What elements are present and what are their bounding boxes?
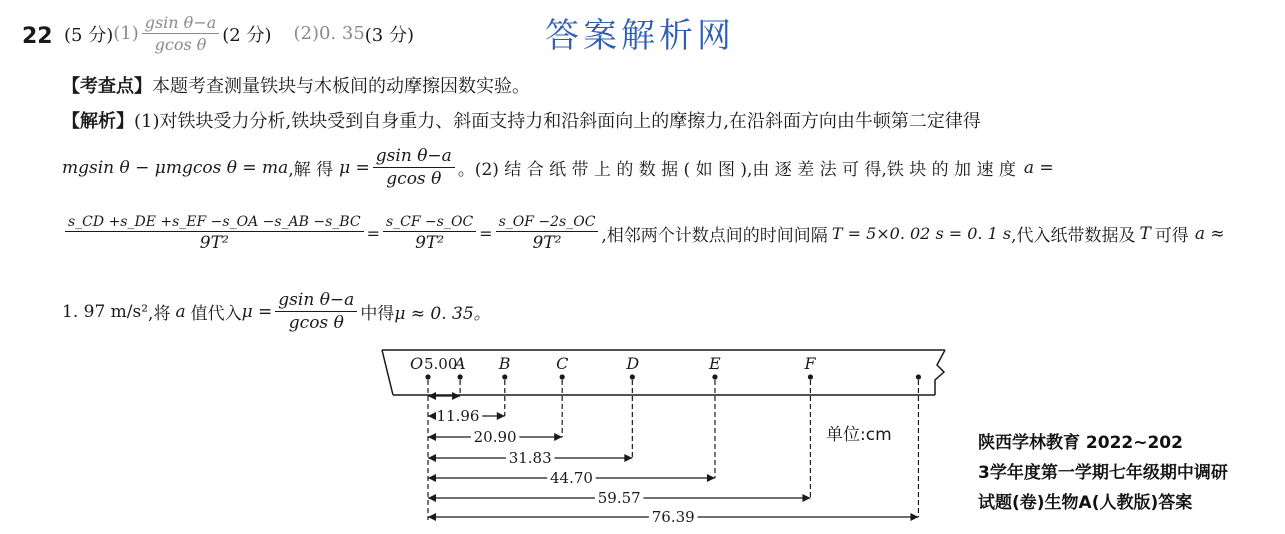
jiexi-text3: ,相邻两个计数点间的时间间隔	[601, 226, 828, 246]
point-label: E	[708, 354, 721, 373]
acceleration-value: 1. 97 m/s²	[62, 301, 149, 322]
mu-result: μ ≈ 0. 35。	[394, 304, 491, 324]
jiexi-text4-end: 中得	[360, 304, 395, 324]
footer-line2: 3学年度第一学期七年级期中调研	[978, 463, 1228, 483]
part2-answer: (2)0. 35	[293, 23, 365, 44]
mu-equals-2: μ =	[241, 301, 273, 322]
tape-dot	[630, 374, 635, 379]
distance-label: 11.96	[436, 407, 480, 425]
jiexi-text1: (1)对铁块受力分析,铁块受到自身重力、斜面支持力和沿斜面向上的摩擦力,在沿斜面方向由牛顿第二定律得	[134, 111, 981, 132]
jiexi-text4: ,将	[148, 304, 171, 324]
a-approx: a ≈	[1194, 223, 1225, 244]
tape-dot	[916, 374, 921, 379]
diff-num-3: s_OF −2s_OC	[496, 214, 599, 232]
diff-den-3: 9T²	[532, 233, 562, 253]
question-number: 22	[22, 24, 53, 49]
total-score: (5 分)	[64, 24, 114, 46]
dimension-arrow	[428, 380, 715, 487]
a-variable: a	[175, 301, 186, 322]
part2-score: (3 分)	[364, 24, 414, 46]
tape-dot	[458, 374, 463, 379]
diff-den-1: 9T²	[199, 233, 229, 253]
distance-label: 76.39	[651, 508, 695, 526]
point-label: O	[410, 354, 424, 373]
tape-labels	[410, 354, 816, 373]
footer-line3: 试题(卷)生物A(人教版)答案	[978, 493, 1193, 513]
jiexi-text4b: 值代入	[190, 304, 242, 324]
dimension-arrow	[428, 380, 505, 425]
jiexi-line3: $\frac{s\_CD +s\_DE +s\_EF -s\_OA -s\_AB -s\_BC}{\text{9T²}}$ = $\frac{s\_CF -s\_OC}{\text{9T²}}$ = $\frac{s\_OF -2s\_OC}{\text{9T²}}$ ,相邻两个计数点间的时间间隔 T = 5×0. 02 s = 0. 1 s ,代入纸带数据及 T 可得 a ≈	[62, 214, 1225, 253]
diff-num-2: s_CF −s_OC	[383, 214, 476, 232]
jiexi-text2: 。(2) 结 合 纸 带 上 的 数 据 ( 如 图 ),由 逐 差 法 可 得,铁 块 的 加 速 度	[457, 160, 1016, 180]
part1-denominator: gcos θ	[154, 35, 207, 54]
distance-label: 44.70	[550, 469, 593, 487]
unit-label: 单位:cm	[826, 425, 892, 445]
jiexi-label: 【解析】	[62, 111, 134, 132]
tape-dot	[712, 374, 717, 379]
diff-num-1: s_CD +s_DE +s_EF −s_OA −s_AB −s_BC	[65, 214, 364, 232]
diff-den-2: 9T²	[415, 233, 445, 253]
point-label: C	[556, 354, 569, 373]
mu-denominator-2: gcos θ	[288, 313, 344, 333]
kaocha-text: 本题考查测量铁块与木板间的动摩擦因数实验。	[152, 76, 530, 97]
part1-score: (2 分)	[222, 24, 272, 46]
tape-dot	[560, 374, 565, 379]
part1-numerator: gsin θ−a	[142, 13, 220, 34]
mu-numerator-2: gsin θ−a	[275, 290, 357, 312]
jiexi-text3-tail: ,代入纸带数据及	[1011, 226, 1136, 246]
mu-denominator: gcos θ	[386, 169, 442, 189]
dimension-arrow	[428, 380, 460, 400]
solve-text: ,解 得	[288, 160, 334, 180]
point-label: A	[454, 354, 466, 373]
first-interval-label: 5.00	[424, 355, 458, 373]
brand-watermark: 答案解析网	[545, 16, 735, 56]
point-label: B	[498, 354, 511, 373]
newton-equation: mgsin θ − μmgcos θ = ma	[62, 157, 289, 178]
point-label: F	[804, 354, 816, 373]
part1-label: (1)	[113, 23, 139, 44]
distance-label: 31.83	[508, 449, 552, 467]
point-label: D	[626, 354, 640, 373]
footer-watermark	[978, 428, 1228, 518]
tape-dot	[808, 374, 813, 379]
dimension-arrow	[428, 380, 918, 526]
tape-outline	[382, 350, 945, 395]
kaocha-label: 【考查点】	[62, 76, 152, 97]
a-equals: a =	[1023, 157, 1054, 178]
dimension-lines	[428, 380, 918, 526]
tape-points	[425, 374, 921, 379]
tape-dot	[502, 374, 507, 379]
period-equation: T = 5×0. 02 s = 0. 1 s	[831, 224, 1012, 243]
tape-dot	[425, 374, 430, 379]
distance-label: 59.57	[597, 489, 641, 507]
t-variable: T	[1139, 223, 1151, 244]
footer-line1: 陕西学林教育 2022~202	[978, 433, 1183, 453]
jiexi-text3-tail2: 可得	[1154, 226, 1189, 246]
mu-numerator: gsin θ−a	[373, 146, 455, 168]
distance-label: 20.90	[473, 428, 517, 446]
mu-equals: μ =	[339, 157, 370, 178]
